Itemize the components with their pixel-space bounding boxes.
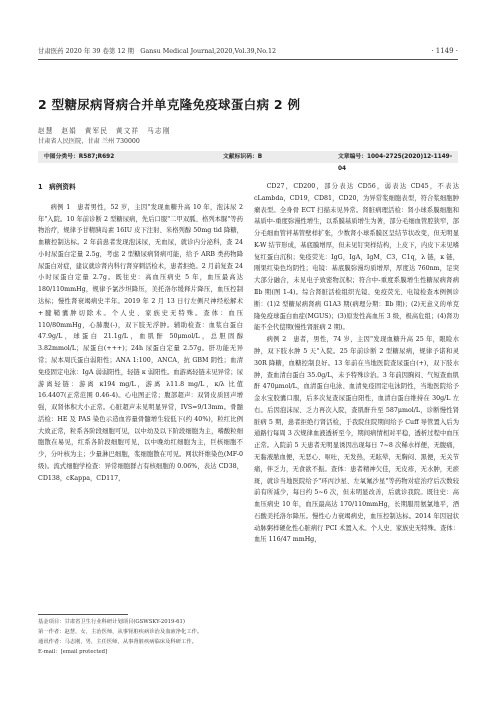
affiliation: 甘肃省人民医院，甘肃 兰州 730000 <box>38 138 140 145</box>
document-code: 文献标识码：B <box>223 154 263 160</box>
left-column <box>38 182 243 485</box>
article-id: 文章编号：1004-2725(2020)12-1149-04 <box>338 154 453 172</box>
case1-paragraph: 病例 1 患者男性，52 岁，主因"发现血糖升高 10 年，泡沫尿 2 年"入院。10 年前诊断 2 型糖尿病，先后口服"二甲双胍、格列本脲"等药物治疗，规律予甘精胰岛素 16IU 皮下注射、米格列醇 50mg tid 降糖，血糖控制达标。2 年前患者发现泡沫尿，无血尿，就诊内分泌科，查 24 小时尿蛋白定量 2.5g，考虑 2 型糖尿病肾病可能，给予 ARB 类药物降尿蛋白对症，建议就诊肾内科行肾穿刺活检术，患者拒绝。2 月前复查 24 小时尿蛋白定量 2.7g。既往史：高血压病史 5 年，血压最高达 180/110mmHg，规律予氯沙坦降压，美托洛尔缓释片降压，血压控制达标；慢性肾衰竭病史半年。2019 年 2 月 13 日行左侧尺神经松解术+腱鞘囊肿切除术。个人史、家族史无特殊。查体：血压 110/80mmHg，心肺腹(-)，双下肢无浮肿。辅助检查：血浆白蛋白 47.9g/L，球蛋白 21.1g/L，血肌酐 50μmol/L，总胆固醇 3.82mmol/L；尿蛋白(+++)；24h 尿蛋白定量 2.57g。肝功能无异常；尿本周氏蛋白弱阳性；ANA 1:100，ANCA，抗 GBM 阴性；血清免疫固定电泳：IgA 弱弱阳性，轻链 κ 弱阳性。血游离轻链未见异常；尿游离轻链：游离 κ194 mg/L，游离 λ11.8 mg/L，κ/λ 比值 16.4407(正常范围 0.46-4)。心电图正常；腹部超声：双肾皮质回声增强，双肾体积大小正常。心脏超声未见明显异常，IVS=9/13mm。骨髓活检：HE 及 PAS 染色示造血容量骨髓增生较低下(约 40%)，粒红比例大致正常，粒系各阶段细胞可见，以中幼及以下阶段细胞为主，嗜酸粒细胞散在易见，红系各阶段细胞可见，以中晚幼红细胞为主，巨核细胞不少，分叶核为主；少量淋巴细胞，浆细胞散在可见。网状纤维染色(MF-0 级)。流式细胞学检查：异常细胞群占有核细胞的 0.06%，表达 CD38，CD138，cKappa，CD117， <box>38 203 243 482</box>
section-heading: 1 病例资料 <box>38 183 76 191</box>
article-metadata-bar <box>38 151 458 172</box>
email-note: E-mail：[email protected] <box>38 649 108 655</box>
case1-continued-paragraph: CD27，CD200，部分表达 CD56，弱表达 CD45，不表达 cLambda，CD19，CD81，CD20，为异常浆细胞表型，符合浆细胞肿瘤表型。全身骨 ECT 扫描未见异常。肾脏病理活检：肾小球系膜细胞和基质中-重度弥漫性增生，以系膜基质增生为著，部分毛细血管腔狭窄，部分毛细血管袢基管壁样扩张，少数肾小球系膜区呈结节状改变，但无明显 K-W 结节形成，基底膜增厚，但未见钉突样结构，上皮下，内皮下未见嗜复红蛋白沉积；免疫荧光：IgG，IgA，IgM，C3，C1q，λ 链，κ 链，刚果红染色均阴性；电镜：基底膜弥漫均质增厚，厚度达 760nm，足突大部分融合，未见电子致密物沉积；符合中-重度系膜增生性糖尿病肾病Ⅱb 期(图 1-4)。综合肾脏活检组织光镜、免疫荧光、电镜检查本例例诊断：(1)2 型糖尿病肾病 G1A3 期(病理分期：Ⅱb 期)；(2)无意义的单克隆免疫球蛋白血症(MGUS)；(3)原发性高血压 3 级，极高危组；(4)肾功能不全代偿期(慢性肾脏病 2 期)。 <box>254 183 459 332</box>
running-header <box>38 44 458 58</box>
corresponding-author-note: 通讯作者：马志刚，男，主任医师，从事肾脏疾病临床及科研工作。 <box>38 639 197 645</box>
journal-info: 甘肃医药 2020 年 39 卷第 12 期 Gansu Medical Journal,2020,Vol.39,No.12 <box>38 47 277 55</box>
classification-number: 中图分类号：R587;R692 <box>44 154 115 160</box>
header-divider <box>38 59 458 60</box>
case2-paragraph: 病例 2 患者，男性，74 岁，主因"发现血糖升高 25 年，眼睑水肿，双下肢水肿 5 天"入院。25 年前诊断 2 型糖尿病，规律予诺和灵 30R 降糖，血糖控制良好。13 年前在当地医院查尿蛋白(+)，双下肢水肿，查血清白蛋白 35.0g/L，未予特殊诊治。3 年前因胸闷、气短查血肌酐 470μmol/L，血清蛋白电泳、血清免疫固定电泳阴性，当地医院给予金水宝胶囊口服，后多次复查尿蛋白阳性，血清白蛋白维持在 30g/L 左右。后因泡沫尿、乏力再次入院，查肌酐升至 587μmol/L，诊断慢性肾脏病 5 期，患者拒绝行肾活检，于我院住院期间给予 Cuff 导管置入后为通路行每周 3 次规律血液透析至今，期间病情相对平稳，透析过程中血压正常。入院前 5 天患者无明显诱因出现每日 7~8 次稀水样便，无腹痛，无黏液脓血便，无恶心、呕吐，无发热，无眩晕，无胸闷、黑便，无关节痛，伴乏力，无食欲不振。查体：患者精神欠佳，无皮疹，无水肿，无瘀斑，就诊当地医院给予"环丙沙星、左氧氟沙星"等药物对症治疗后次数较前有所减少，每日约 5~6 次，但未明显改善，后就诊我院。既往史：高血压病史 10 年，血压最高达 170/110mmHg，长期服用氨氯地平，酒石酸美托洛尔降压。慢性心力衰竭病史，血压控制达标。2014 年因冠状动脉粥样硬化性心脏病行 PCI 术置入术。个人史、家族史无特殊。查体：血压 116/47 mmHg， <box>254 336 459 544</box>
footnote-divider <box>38 614 128 615</box>
footnote-block <box>38 617 248 657</box>
article-title: 2 型糖尿病肾病合并单克隆免疫球蛋白病 2 例 <box>38 97 301 112</box>
right-column <box>254 181 459 546</box>
first-author-note: 第一作者：赵慧，女，主治医师，从事肾脏疾病诊治及血液净化工作。 <box>38 629 203 635</box>
author-list: 赵慧 赵娟 黄军民 黄文祥 马志刚 <box>38 127 171 135</box>
funding-note: 基金项目：甘肃省卫生行业科研计划项目(GSWSKY-2019-61) <box>38 619 185 625</box>
page-number: · 1149 · <box>431 47 458 55</box>
